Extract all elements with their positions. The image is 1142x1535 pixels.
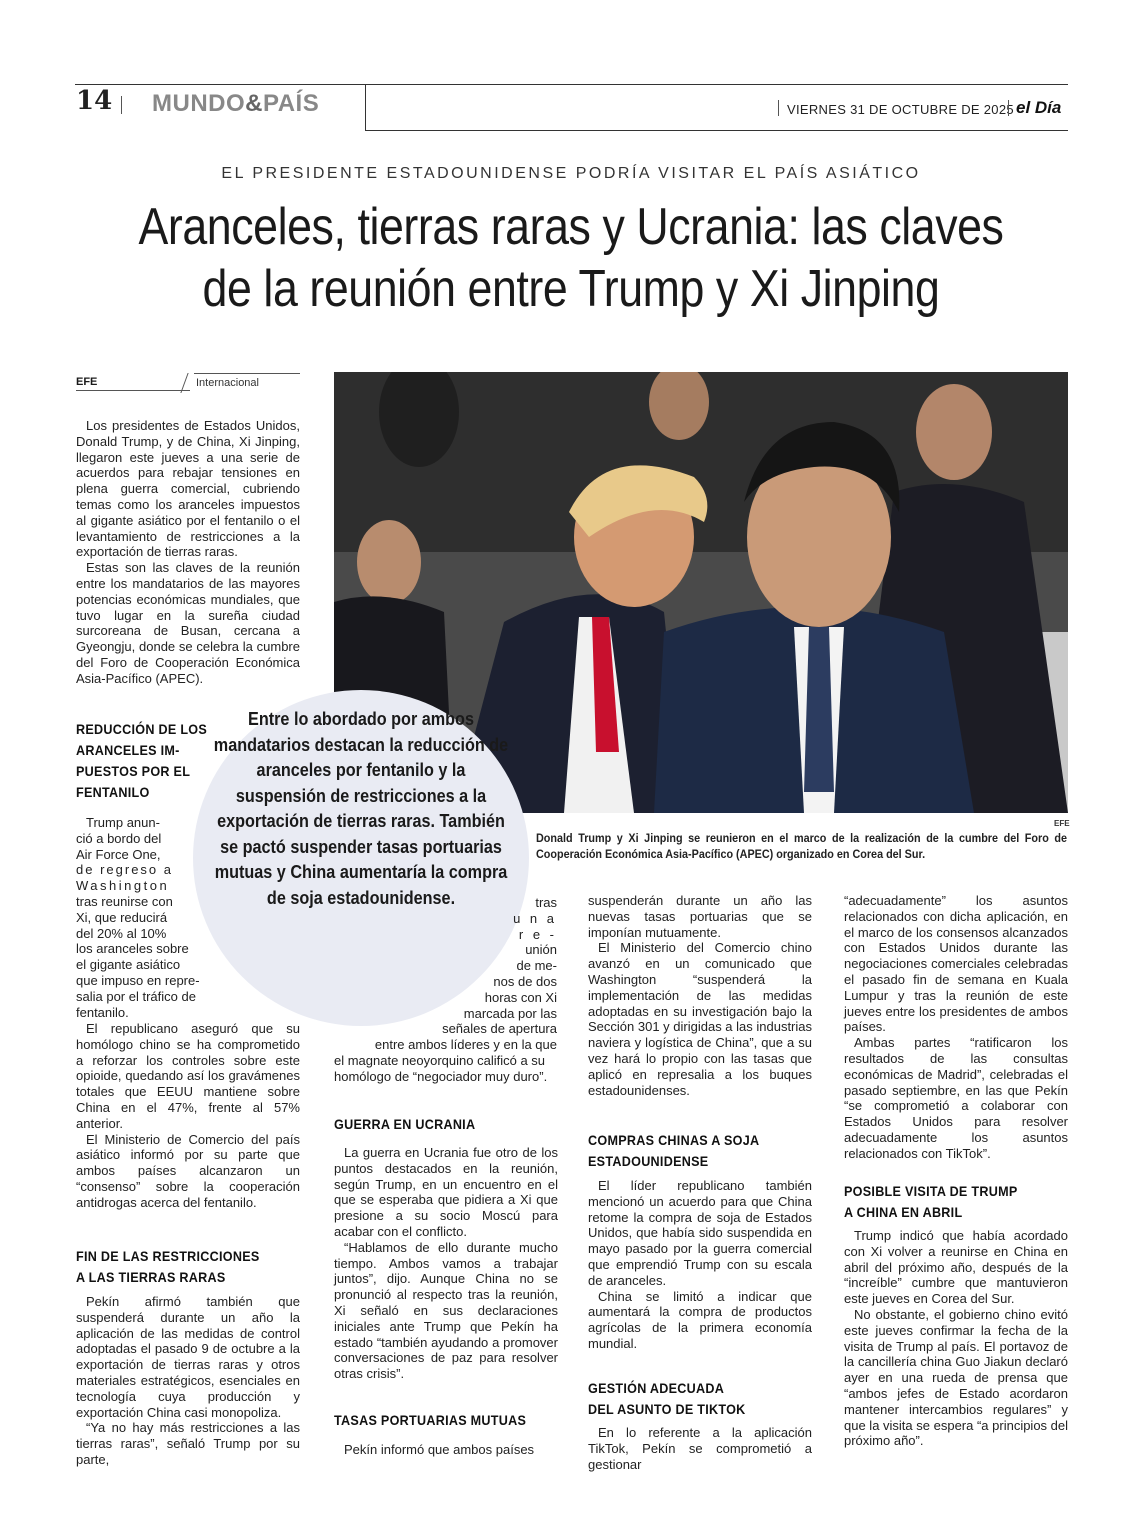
issue-date: VIERNES 31 DE OCTUBRE DE 2025 — [787, 102, 1014, 117]
headline-line-2: de la reunión entre Trump y Xi Jinping — [202, 260, 940, 318]
paragraph: Los presidentes de Estados Unidos, Donald Trump, y de China, Xi Jinping, llegaron este jueves a una serie de acuerdos para rebajar tensiones en plena guerra comercial, cubriendo temas como los aranceles impuestos al gigante asiático por el fentanilo o el levantamiento de restricciones a la exportación de tierras raras. — [76, 418, 300, 560]
column-2-bottom — [334, 1442, 558, 1458]
column-1-body — [76, 1021, 300, 1211]
wrap-line: el magnate neoyorquino calificó a su — [334, 1052, 546, 1068]
photo-person-bg-3-face — [916, 384, 992, 480]
subhead-tierras-raras — [76, 1246, 292, 1288]
wrap-line: Xi, que reducirá — [76, 909, 168, 925]
wrap-line: nos de dos — [493, 973, 557, 989]
photo-xi-tie — [804, 627, 834, 792]
wrap-line: del 20% al 10% — [76, 925, 167, 941]
paragraph: suspenderán durante un año las nuevas tasas portuarias que se imponían mutuamente. — [588, 893, 812, 940]
wrap-line: entre ambos líderes y en la que — [374, 1037, 557, 1053]
paragraph: Pekín informó que ambos países — [344, 1442, 535, 1457]
column-3-bottom — [588, 1425, 812, 1472]
subhead-ucrania: GUERRA EN UCRANIA — [334, 1116, 476, 1132]
date-divider-right — [1008, 100, 1009, 116]
paragraph: “Ya no hay más restricciones a las tierras raras”, señaló Trump por su parte, — [76, 1420, 300, 1467]
article-kicker: EL PRESIDENTE ESTADOUNIDENSE PODRÍA VISITAR EL PAÍS ASIÁTICO — [221, 165, 921, 182]
section-title-part1: MUNDO — [152, 90, 246, 117]
header-divider — [121, 96, 122, 114]
paragraph: Pekín afirmó también que suspenderá durante un año la aplicación de las medidas de control adoptadas el pasado 9 de octubre a la exportación de tierras raras y otros materiales estratégicos, esenciales en tecnología cuya producción y exportación China casi monopoliza. — [76, 1294, 300, 1420]
paragraph: La guerra en Ucrania fue otro de los puntos destacados en la reunión, según Trump, en un encuentro en el que se esperaba que pidiera a Xi que presione a su socio Moscú para acabar con el conflicto. — [334, 1145, 558, 1239]
wrap-line: salia por el tráfico de — [76, 988, 196, 1004]
byline-rule — [76, 390, 190, 391]
subhead-tiktok — [588, 1378, 804, 1420]
wrap-line: de me- — [516, 958, 557, 974]
wrap-line: que impuso en repre- — [76, 972, 200, 988]
wrap-line: r e - — [518, 926, 557, 942]
wrap-line: el gigante asiático — [76, 957, 181, 973]
paragraph: El Ministerio del Comercio chino avanzó en un comunicado que Washington “suspenderá la implementación de las medidas adoptadas en su investigación bajo la Sección 301 y dirigidas a las industrias naviera y logística de China”, que a su vez hará lo propio con las tasas que aplicó en represalia a los buques estadounidenses. — [588, 940, 813, 1098]
column-1-bottom — [76, 1294, 300, 1468]
paragraph: “Hablamos de ello durante mucho tiempo. Ambos vamos a trabajar juntos”, dijo. Aunque China no se pronunció al respecto tras la reunión, Xi señaló en sus declaraciones iniciales ante Trump que Pekín ha estado “también ayudando a promover conversaciones de paz para resolver otras crisis”. — [334, 1239, 558, 1382]
subhead-tasas-portuarias: TASAS PORTUARIAS MUTUAS — [334, 1412, 527, 1428]
subhead-line: ARANCELES IM- — [76, 742, 180, 758]
subhead-line: DEL ASUNTO DE TIKTOK — [588, 1401, 746, 1417]
column-3-top — [588, 893, 812, 1098]
wrap-line: de regreso a — [76, 862, 173, 878]
header-top-rule — [75, 84, 1068, 85]
wrap-line: horas con Xi — [484, 989, 557, 1005]
wrap-line: homólogo de “negociador muy duro”. — [334, 1068, 548, 1084]
article-headline — [132, 196, 1011, 320]
column-3-body — [588, 1178, 812, 1352]
headline-line-1: Aranceles, tierras raras y Ucrania: las claves — [138, 198, 1004, 256]
page-number: 14 — [76, 86, 113, 116]
paragraph: No obstante, el gobierno chino evitó este jueves confirmar la fecha de la visita de Trump al país. El portavoz de la cancillería china Guo Jiakun declaró ayer en una rueda de prensa que “ambos jefes de Estado acordaron mantener intercambios regulares” y que la visita se espera “a principios del próximo año”. — [844, 1306, 1069, 1449]
paragraph: En lo referente a la aplicación TikTok, Pekín se comprometió a gestionar — [588, 1425, 812, 1472]
byline-section-rule — [194, 373, 300, 374]
subhead-line: FIN DE LAS RESTRICCIONES — [76, 1248, 260, 1264]
wrap-line: Trump anun- — [86, 815, 160, 830]
wrap-line: unión — [525, 942, 557, 958]
column-4-top — [844, 893, 1068, 1162]
subhead-line: A LAS TIERRAS RARAS — [76, 1269, 226, 1285]
wrap-line: señales de apertura — [442, 1021, 557, 1037]
subhead-visita — [844, 1181, 1060, 1223]
paragraph: Ambas partes “ratificaron los resultados de las consultas económicas de Madrid”, celebradas el pasado septiembre, en las que Pekín “se comprometió a colaborar con Estados Unidos para resolver adecuadamente los asuntos relacionados con TikTok”. — [844, 1035, 1068, 1161]
subhead-line: FENTANILO — [76, 784, 150, 800]
column-2-body — [334, 1145, 558, 1382]
section-title-part2: PAÍS — [263, 90, 320, 117]
subhead-line: POSIBLE VISITA DE TRUMP — [844, 1183, 1018, 1199]
wrap-line: fentanilo. — [76, 1004, 129, 1020]
paragraph: China se limitó a indicar que aumentará la compra de productos agrícolas de la primera economía mundial. — [588, 1288, 812, 1351]
subhead-line: COMPRAS CHINAS A SOJA — [588, 1132, 760, 1148]
wrap-line: marcada por las — [463, 1005, 557, 1021]
paragraph: El Ministerio de Comercio del país asiático informó por su parte que ambos países alcanzaron un “consenso” sobre la cooperación antidrogas acerca del fentanilo. — [76, 1131, 300, 1210]
photo-person-left-face — [357, 520, 421, 604]
section-title-amp: & — [245, 90, 263, 117]
column-2-wrap-text — [334, 895, 557, 1085]
wrap-line: tras reunirse con — [76, 893, 173, 909]
wrap-line: los aranceles sobre — [76, 941, 189, 957]
pullquote-text: Entre lo abordado por ambos mandatarios destacan la reducción de aranceles por fentanilo y la suspensión de restricciones a la exportación de tierras raras. También se pactó suspender tasas portuarias mutuas y China aumentaría la compra de soja estadounidense. — [213, 709, 509, 908]
wrap-line: ció a bordo del — [76, 830, 162, 846]
wrap-line: Washington — [76, 878, 170, 894]
subhead-line: GESTIÓN ADECUADA — [588, 1380, 725, 1396]
photo-caption: Donald Trump y Xi Jinping se reunieron en el marco de la realización de la cumbre del Foro de Cooperación Económica Asia-Pacífico (APEC) organizado en Corea del Sur. — [536, 831, 1067, 861]
subhead-soja — [588, 1130, 804, 1172]
subhead-line: REDUCCIÓN DE LOS — [76, 721, 208, 737]
section-title — [152, 92, 319, 116]
paragraph: “adecuadamente” los asuntos relacionados con dicha aplicación, en el marco de los consensos alcanzados con Estados Unidos durante las negociaciones comerciales celebradas el pasado fin de semana en Kuala Lumpur y tras la reunión de este jueves entre los presidentes de ambos países. — [844, 893, 1068, 1035]
wrap-line: Air Force One, — [76, 846, 161, 862]
date-divider-left — [778, 100, 779, 116]
header-bracket — [365, 84, 366, 130]
byline-agency: EFE — [76, 376, 98, 388]
paragraph: Trump indicó que había acordado con Xi volver a reunirse en China en abril del próximo año, después de la “increíble” cumbre que mantuvieron este jueves en Corea del Sur. — [844, 1228, 1068, 1307]
byline-section: Internacional — [196, 377, 259, 389]
wrap-line: u n a — [513, 910, 557, 926]
photo-credit: EFE — [1054, 819, 1070, 828]
header-bottom-rule — [365, 130, 1068, 131]
column-4-body — [844, 1228, 1068, 1449]
subhead-line: PUESTOS POR EL — [76, 763, 191, 779]
paragraph: El republicano aseguró que su homólogo chino se ha comprometido a reforzar los controles sobre este opioide, quedando así los gravámenes totales que EEUU mantiene sobre China en el 47%, frente al 57% anterior. — [76, 1021, 300, 1131]
wrap-line: tras — [535, 895, 557, 910]
paragraph: El líder republicano también mencionó un acuerdo para que China retome la compra de soja de Estados Unidos, que había sido suspendida en mayo pasado por la guerra comercial que emprendió Trump con su escala de aranceles. — [588, 1178, 812, 1288]
newspaper-logo: el Día — [1016, 98, 1062, 117]
subhead-aranceles — [76, 719, 220, 803]
paragraph: Estas son las claves de la reunión entre los mandatarios de las mayores potencias económicas mundiales, que tuvo lugar en la sureña ciudad surcoreana de Busan, cercana a Gyeongju, donde se celebra la cumbre del Foro de Cooperación Económica Asia-Pacífico (APEC). — [76, 560, 300, 686]
subhead-line: A CHINA EN ABRIL — [844, 1204, 963, 1220]
subhead-line: ESTADOUNIDENSE — [588, 1153, 709, 1169]
column-1-intro — [76, 418, 300, 687]
